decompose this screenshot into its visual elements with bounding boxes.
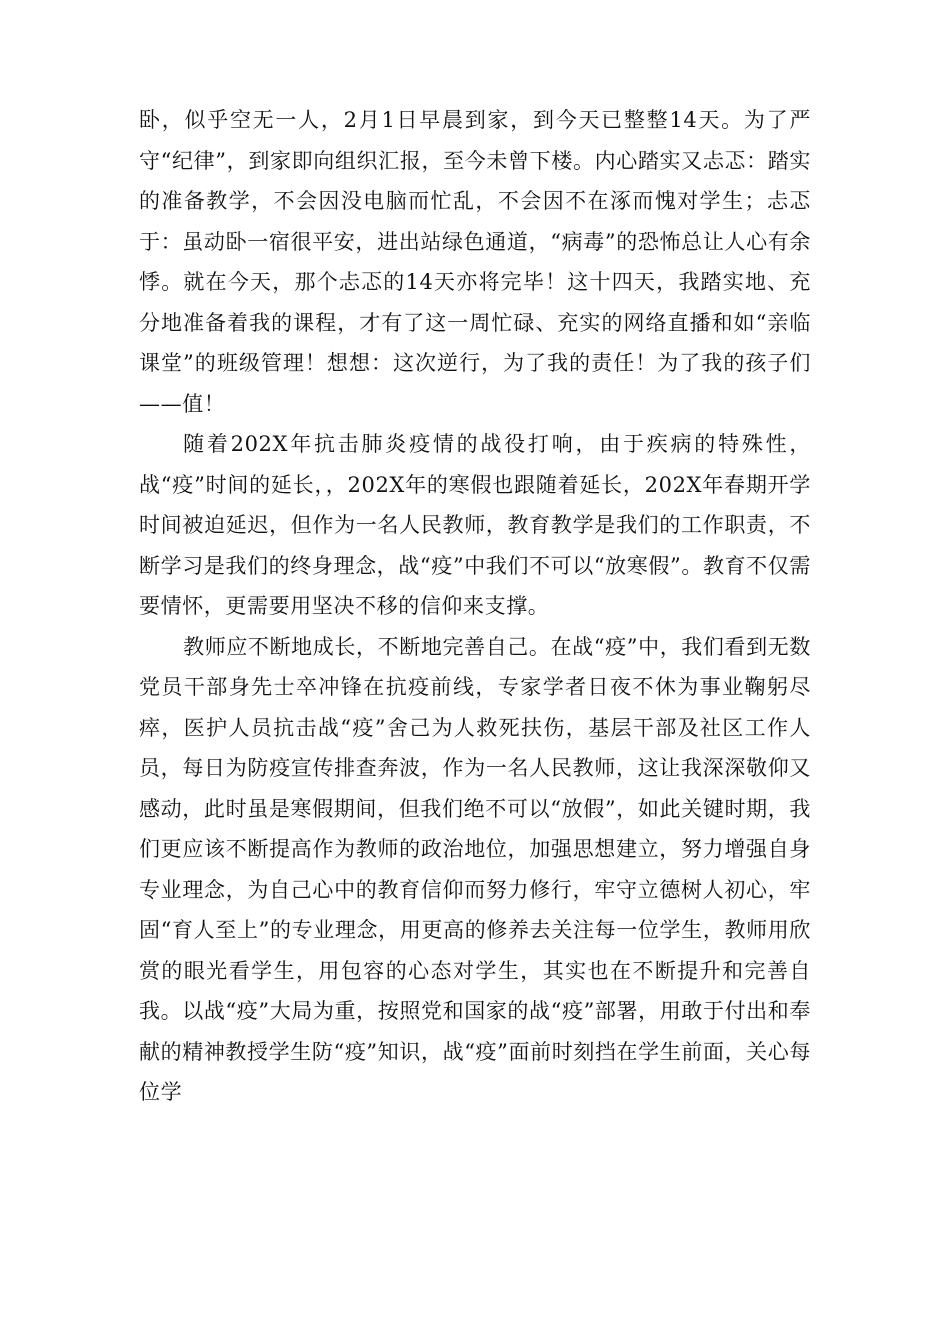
paragraph-teacher-growth: 教师应不断地成长，不断地完善自己。在战“疫”中，我们看到无数党员干部身先士卒冲锋在抗疫前线，专家学者日夜不休为事业鞠躬尽瘁，医护人员抗击战“疫”舍己为人救死扶伤，基层干部及社区工作人员，每日为防疫宣传排查奔波，作为一名人民教师，这让我深深敬仰又感动，此时虽是寒假期间，但我们绝不可以“放假”，如此关键时期，我们更应该不断提高作为教师的政治地位，加强思想建立，努力增强自身专业理念，为自己心中的教育信仰而努力修行，牢守立德树人初心，牢固“育人至上”的专业理念，用更高的修养去关注每一位学生，教师用欣赏的眼光看学生，用包容的心态对学生，其实也在不断提升和完善自我。以战“疫”大局为重，按照党和国家的战“疫”部署，用敢于付出和奉献的精神教授学生防“疫”知识，战“疫”面前时刻挡在学生前面，关心每位学	[139, 634, 811, 1104]
document-body	[139, 100, 811, 1113]
paragraph-continuation: 卧，似乎空无一人，2月1日早晨到家，到今天已整整14天。为了严守“纪律”，到家即向组织汇报，至今未曾下楼。内心踏实又忐忑：踏实的准备教学，不会因没电脑而忙乱，不会因不在涿而愧对学生；忐忑于：虽动卧一宿很平安，进出站绿色通道，“病毒”的恐怖总让人心有余悸。就在今天，那个忐忑的14天亦将完毕！这十四天，我踏实地、充分地准备着我的课程，才有了这一周忙碌、充实的网络直播和如“亲临课堂”的班级管理！想想：这次逆行，为了我的责任！为了我的孩子们——值！	[139, 108, 811, 416]
paragraph-winter-break: 随着202X年抗击肺炎疫情的战役打响，由于疾病的特殊性，战“疫”时间的延长，，202X年的寒假也跟随着延长，202X年春期开学时间被迫延迟，但作为一名人民教师，教育教学是我们的工作职责，不断学习是我们的终身理念，战“疫”中我们不可以“放寒假”。教育不仅需要情怀，更需要用坚决不移的信仰来支撑。	[139, 432, 811, 618]
